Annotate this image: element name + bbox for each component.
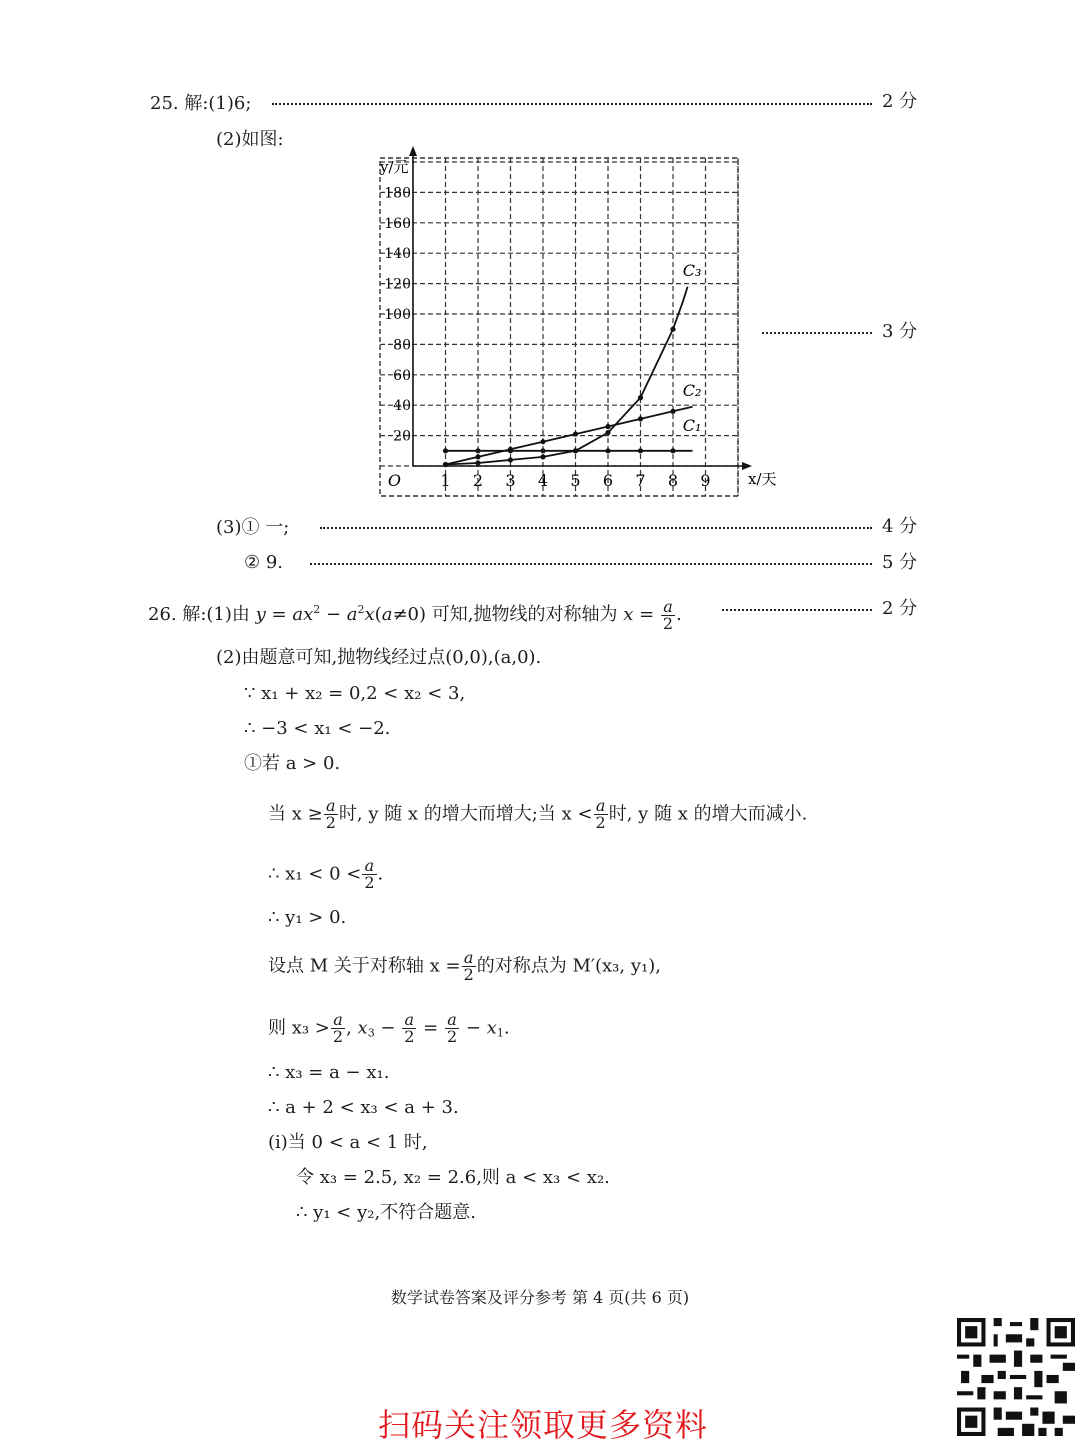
score-label: 4 分 bbox=[882, 516, 918, 537]
q25-part3-1: (3)① 一; bbox=[216, 517, 290, 538]
score-label: 2 分 bbox=[882, 91, 918, 112]
series-label: C₂ bbox=[682, 381, 702, 401]
y-tick-label: 80 bbox=[393, 337, 411, 354]
qr-code-icon[interactable] bbox=[957, 1318, 1075, 1436]
leader-dots bbox=[762, 332, 872, 334]
text-seg: 时, y 随 x 的增大而减小. bbox=[608, 803, 808, 825]
x-tick-label: 7 bbox=[635, 471, 646, 490]
q26-line: ∴ x₁ < 0 < $\frac{a}{2}$ . bbox=[268, 856, 384, 892]
data-point bbox=[573, 431, 578, 436]
x-axis-label: x/天 bbox=[748, 470, 777, 488]
q26-head: 26. 解:(1)由 $y = ax^2 - a^2x(a\ne 0)$ 可知,抛物线的对称轴为 x = $\frac{a}{2}$ . bbox=[148, 596, 682, 633]
y-axis-arrow bbox=[409, 146, 417, 156]
x-tick-label: 4 bbox=[537, 471, 549, 490]
q26-head-b: 可知,抛物线的对称轴为 bbox=[431, 604, 618, 625]
leader-dots bbox=[310, 563, 872, 565]
fraction: $\frac{a}{2}$ bbox=[364, 856, 375, 892]
score-label: 5 分 bbox=[882, 552, 918, 573]
series-label: C₁ bbox=[682, 416, 702, 436]
data-point bbox=[638, 416, 643, 421]
data-point bbox=[605, 448, 610, 453]
q26-line: ∴ y₁ > 0. bbox=[268, 907, 347, 928]
fraction: $\frac{a}{2}$ bbox=[446, 1010, 458, 1046]
score-label: 3 分 bbox=[882, 321, 918, 342]
q26-line: ①若 a > 0. bbox=[244, 753, 341, 774]
y-tick-label: 100 bbox=[384, 307, 411, 323]
data-point bbox=[638, 395, 643, 400]
y-tick-label: 120 bbox=[384, 276, 411, 293]
data-point bbox=[475, 448, 480, 453]
data-point bbox=[670, 448, 675, 453]
data-point bbox=[443, 448, 448, 453]
q25-part3-2: ② 9. bbox=[244, 552, 284, 573]
q26-line: ∵ x₁ + x₂ = 0,2 < x₂ < 3, bbox=[244, 683, 466, 704]
score-label: 2 分 bbox=[882, 598, 918, 619]
text-seg: 则 x₃ > bbox=[268, 1017, 330, 1039]
data-point bbox=[508, 447, 513, 452]
data-point bbox=[540, 454, 545, 459]
y-tick-label: 40 bbox=[393, 398, 411, 415]
text-seg: ∴ x₁ < 0 < bbox=[268, 863, 362, 885]
data-point bbox=[670, 409, 675, 414]
fraction: $\frac{a}{2}$ bbox=[404, 1010, 415, 1046]
y-axis-label: y/元 bbox=[380, 158, 409, 176]
promo-text: 扫码关注领取更多资料 bbox=[378, 1406, 709, 1444]
text-seg: 时, y 随 x 的增大而增大;当 x < bbox=[338, 803, 593, 825]
x-axis-arrow bbox=[742, 462, 752, 470]
x-tick-label: 5 bbox=[570, 471, 581, 490]
x-tick-label: 8 bbox=[667, 471, 679, 490]
series-line-c3 bbox=[446, 287, 688, 465]
y-tick-label: 160 bbox=[384, 215, 411, 232]
text-seg: 的对称点为 M′(x₃, y₁), bbox=[476, 955, 661, 977]
origin-label: O bbox=[387, 471, 401, 490]
leader-dots bbox=[320, 527, 872, 529]
data-point bbox=[443, 462, 448, 467]
text-seg: 设点 M 关于对称轴 x = bbox=[268, 955, 461, 977]
data-point bbox=[670, 327, 675, 332]
q26-line: ∴ a + 2 < x₃ < a + 3. bbox=[268, 1097, 459, 1118]
data-point bbox=[638, 448, 643, 453]
fraction: $\frac{a}{2}$ bbox=[662, 596, 674, 633]
q26-line bbox=[268, 950, 661, 983]
grid-frame bbox=[380, 158, 738, 496]
q26-line: ∴ −3 < x₁ < −2. bbox=[244, 718, 391, 739]
x-tick-label: 6 bbox=[602, 471, 614, 490]
fraction: $\frac{a}{2}$ bbox=[595, 796, 606, 832]
y-tick-label: 140 bbox=[384, 246, 411, 263]
q26-line bbox=[268, 798, 807, 831]
q25-head: 25. 解:(1)6; bbox=[150, 93, 252, 114]
data-point bbox=[605, 424, 610, 429]
data-point bbox=[508, 457, 513, 462]
fraction: $\frac{a}{2}$ bbox=[332, 1010, 344, 1046]
q26-line: (i)当 0 < a < 1 时, bbox=[268, 1132, 428, 1153]
fraction: $\frac{a}{2}$ bbox=[463, 948, 474, 984]
x-tick-label: 9 bbox=[700, 471, 711, 490]
q26-line: ∴ x₃ = a − x₁. bbox=[268, 1062, 390, 1083]
data-point bbox=[540, 448, 545, 453]
q26-line: ∴ y₁ < y₂,不符合题意. bbox=[296, 1202, 476, 1223]
page-footer: 数学试卷答案及评分参考 第 4 页(共 6 页) bbox=[390, 1288, 690, 1307]
q26-line: 则 x₃ > $\frac{a}{2}$ , $x_3$ − $\frac{a}{2}$ = $\frac{a}{2}$ − $x_1$. bbox=[268, 1010, 510, 1046]
x-tick-label: 2 bbox=[472, 471, 484, 490]
leader-dots bbox=[722, 609, 872, 611]
text-seg: 当 x ≥ bbox=[268, 803, 323, 825]
y-tick-label: 20 bbox=[393, 428, 411, 445]
data-point bbox=[605, 430, 610, 435]
q26-head-a: 26. 解:(1)由 bbox=[148, 604, 250, 625]
x-tick-label: 3 bbox=[505, 471, 516, 490]
q26-line: 令 x₃ = 2.5, x₂ = 2.6,则 a < x₃ < x₂. bbox=[296, 1167, 610, 1188]
q26-line: (2)由题意可知,抛物线经过点(0,0),(a,0). bbox=[216, 647, 542, 668]
y-tick-label: 60 bbox=[393, 367, 411, 384]
data-point bbox=[475, 454, 480, 459]
leader-dots bbox=[272, 103, 872, 105]
x-tick-label: 1 bbox=[440, 471, 451, 490]
formula: $y = ax^2 - a^2x(a\ne 0)$ bbox=[255, 603, 426, 625]
chart bbox=[370, 158, 777, 503]
data-point bbox=[475, 460, 480, 465]
y-tick-label: 180 bbox=[384, 185, 411, 202]
data-point bbox=[540, 439, 545, 444]
q25-part2: (2)如图: bbox=[216, 129, 284, 150]
series-label: C₃ bbox=[682, 261, 702, 280]
data-point bbox=[573, 448, 578, 453]
fraction: $\frac{a}{2}$ bbox=[325, 796, 336, 832]
